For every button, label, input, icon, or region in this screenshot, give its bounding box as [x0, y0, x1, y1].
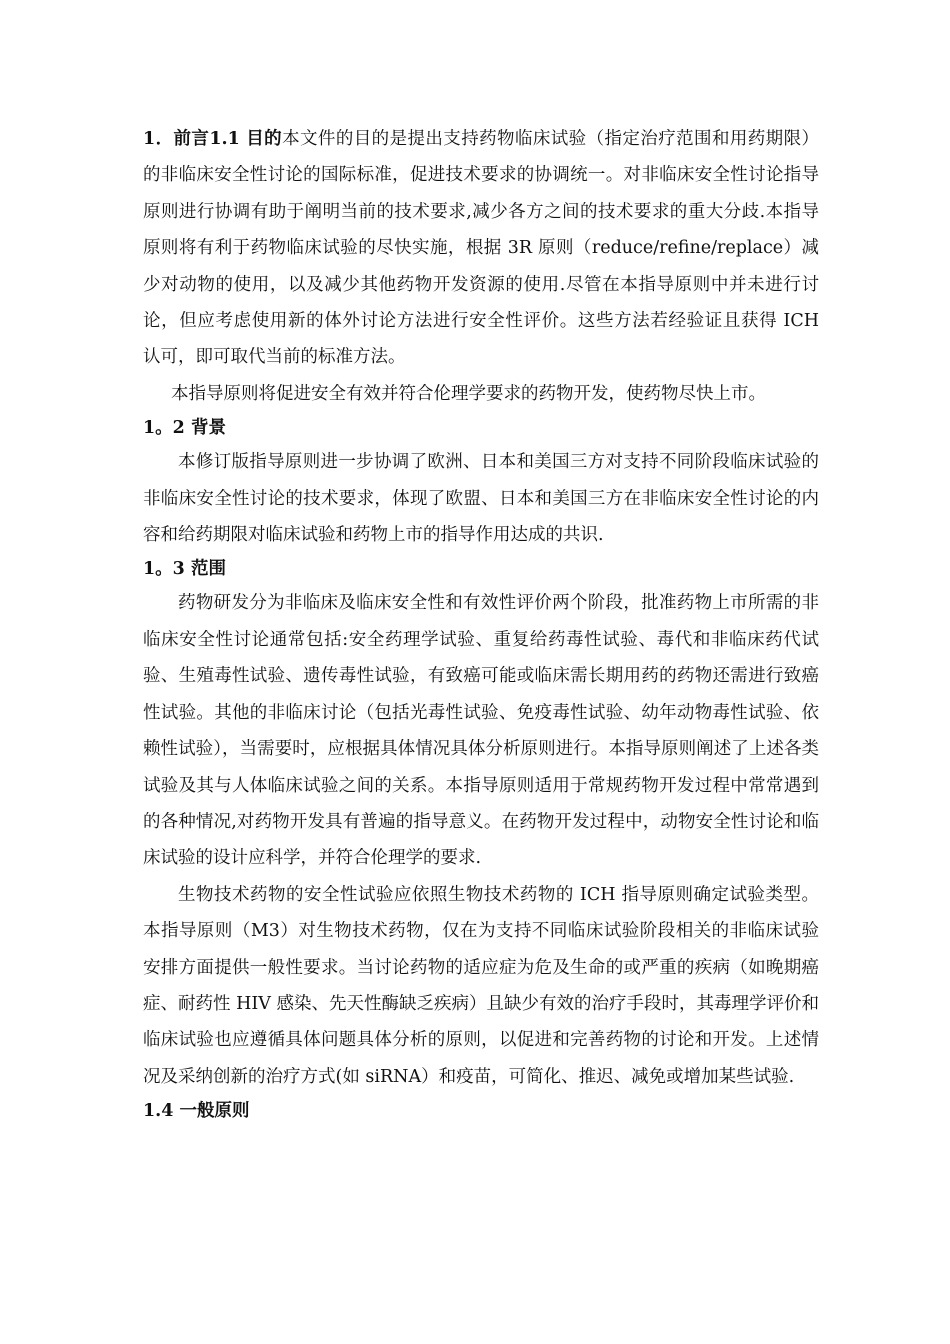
section-1-3-paragraph-2: 生物技术药物的安全性试验应依照生物技术药物的 ICH 指导原则确定试验类型。本指导原则（M3）对生物技术药物，仅在为支持不同临床试验阶段相关的非临床试验安排方面提供一般性要求。当讨论药物的适应症为危及生命的或严重的疾病（如晚期癌症、耐药性 HIV 感染、先天性酶缺乏疾病）且缺少有效的治疗手段时，其毒理学评价和临床试验也应遵循具体问题具体分析的原则，以促进和完善药物的讨论和开发。上述情况及采纳创新的治疗方式(如 siRNA）和疫苗，可简化、推迟、减免或增加某些试验. — [143, 884, 819, 1087]
section-1-1-heading: 1.1 目的 — [209, 129, 283, 149]
section-1-3-heading: 1。3 范围 — [143, 559, 226, 580]
document-body — [143, 121, 819, 1127]
section-1-paragraph-1 — [143, 121, 819, 376]
section-1-4-heading: 1.4 一般原则 — [143, 1101, 250, 1122]
section-1-heading: 1．前言 — [143, 129, 210, 149]
section-1-paragraph-2: 本指导原则将促进安全有效并符合伦理学要求的药物开发，使药物尽快上市。 — [171, 383, 766, 404]
section-1-1-text: 本文件的目的是提出支持药物临床试验（指定治疗范围和用药期限）的非临床安全性讨论的国际标准，促进技术要求的协调统一。对非临床安全性讨论指导原则进行协调有助于阐明当前的技术要求,减少各方之间的技术要求的重大分歧.本指导原则将有利于药物临床试验的尽快实施，根据 3R 原则（reduce/refine/replace）减少对动物的使用，以及减少其他药物开发资源的使用.尽管在本指导原则中并未进行讨论，但应考虑使用新的体外讨论方法进行安全性评价。这些方法若经验证且获得 ICH 认可，即可取代当前的标准方法。 — [143, 129, 820, 368]
section-1-2-heading: 1。2 背景 — [143, 418, 226, 439]
section-1-3-paragraph-1: 药物研发分为非临床及临床安全性和有效性评价两个阶段，批准药物上市所需的非临床安全性讨论通常包括:安全药理学试验、重复给药毒性试验、毒代和非临床药代试验、生殖毒性试验、遗传毒性试验，有致癌可能或临床需长期用药的药物还需进行致癌性试验。其他的非临床讨论（包括光毒性试验、免疫毒性试验、幼年动物毒性试验、依赖性试验），当需要时，应根据具体情况具体分析原则进行。本指导原则阐述了上述各类试验及其与人体临床试验之间的关系。本指导原则适用于常规药物开发过程中常常遇到的各种情况,对药物开发具有普遍的指导意义。在药物开发过程中，动物安全性讨论和临床试验的设计应科学，并符合伦理学的要求. — [143, 593, 819, 869]
section-1-2-paragraph: 本修订版指导原则进一步协调了欧洲、日本和美国三方对支持不同阶段临床试验的非临床安全性讨论的技术要求，体现了欧盟、日本和美国三方在非临床安全性讨论的内容和给药期限对临床试验和药物上市的指导作用达成的共识. — [143, 452, 819, 546]
